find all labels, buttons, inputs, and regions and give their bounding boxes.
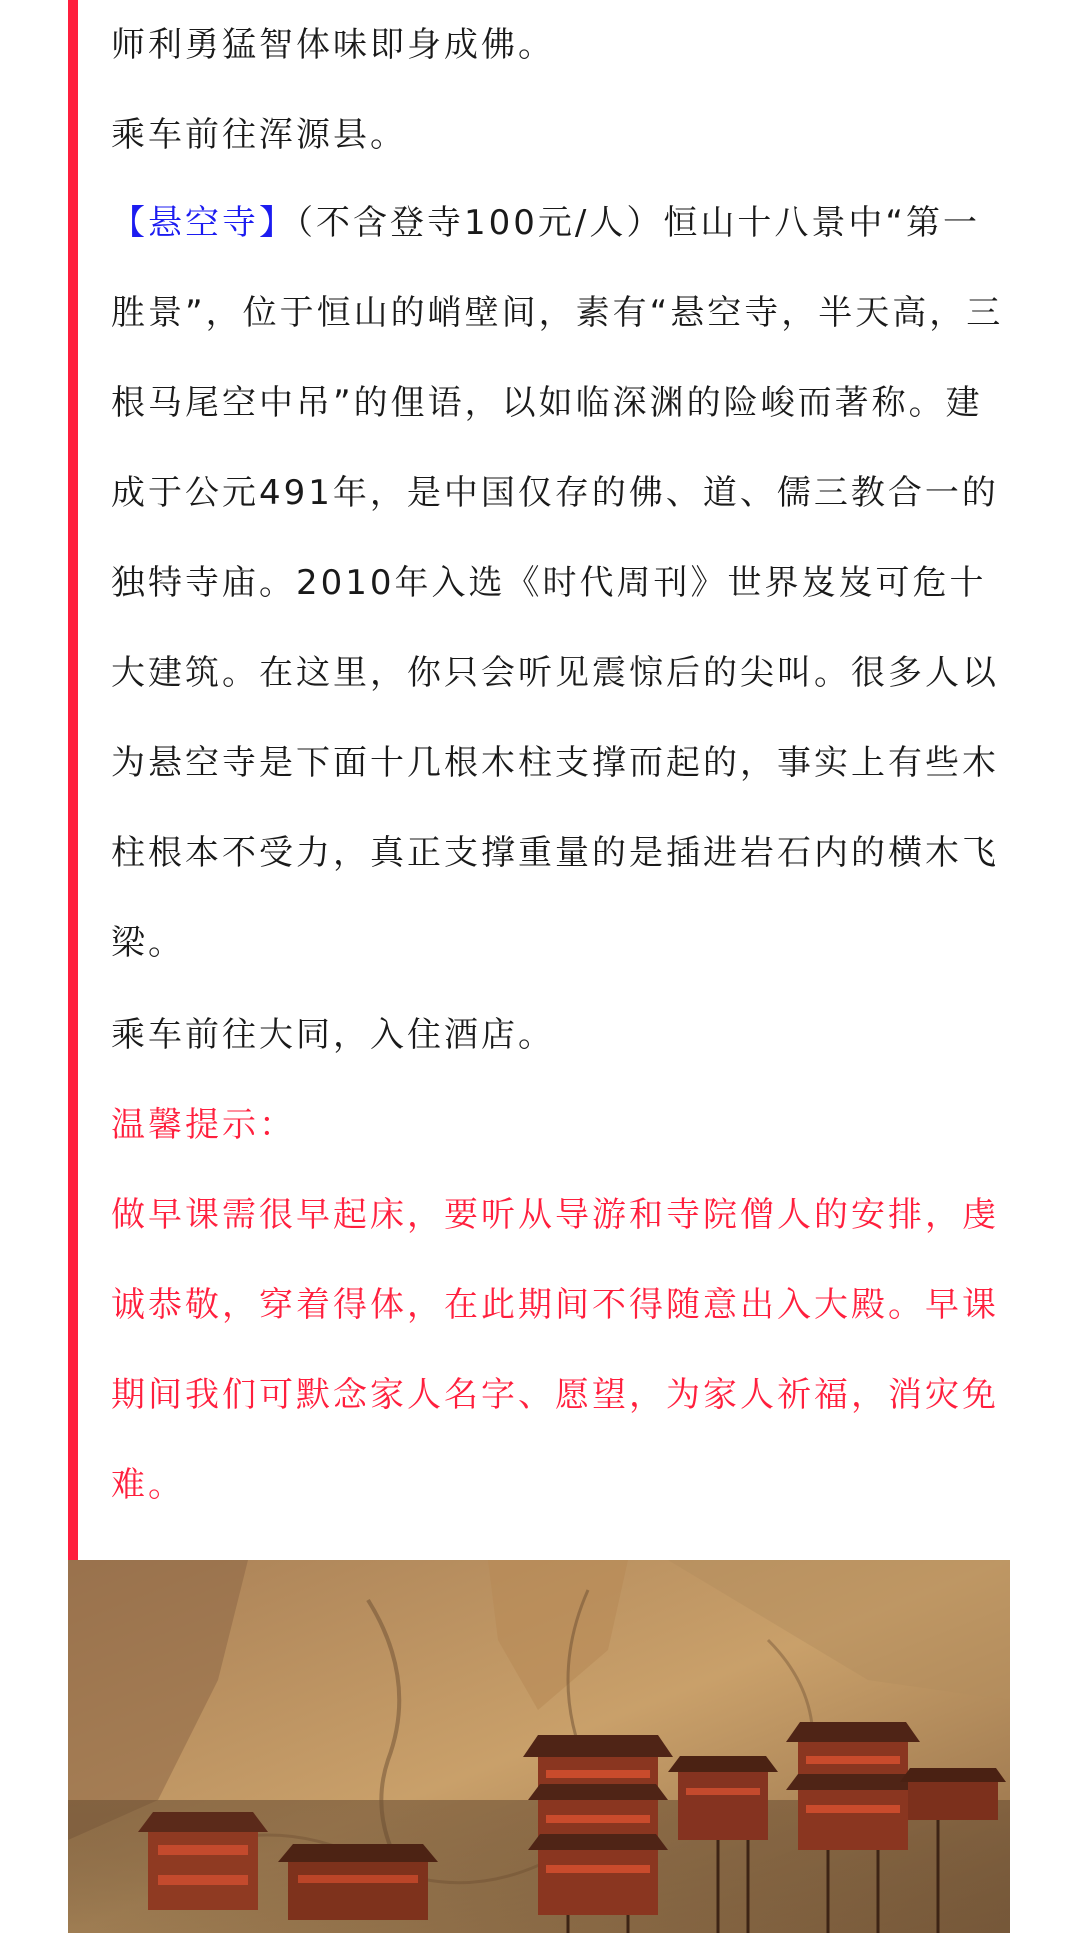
tip-body: 做早课需很早起床，要听从导游和寺院僧人的安排，虔诚恭敬，穿着得体，在此期间不得随意出入大殿。早课期间我们可默念家人名字、愿望，为家人祈福，消灾免难。 [111,1195,999,1505]
hanging-temple-description: （不含登寺100元/人）恒山十八景中“第一胜景”，位于恒山的峭壁间，素有“悬空寺，半天高，三根马尾空中吊”的俚语，以如临深渊的险峻而著称。建成于公元491年，是中国仅存的佛、道、儒三教合一的独特寺庙。2010年入选《时代周刊》世界岌岌可危十大建筑。在这里，你只会听见震惊后的尖叫。很多人以为悬空寺是下面十几根木柱支撑而起的，事实上有些木柱根本不受力，真正支撑重量的是插进岩石内的横木飞梁。 [111,203,1004,963]
paragraph-travel-hunyuan: 乘车前往浑源县。 [111,115,407,155]
paragraph-intro-end: 师利勇猛智体味即身成佛。 [111,25,555,65]
hanging-temple-photo [68,1560,1010,1933]
tip-title: 温馨提示： [111,1105,296,1145]
hanging-temple-title: 【悬空寺】 [111,203,296,243]
left-accent-bar [68,0,78,1560]
paragraph-travel-datong: 乘车前往大同，入住酒店。 [111,1015,555,1055]
cliff-temple-illustration [68,1560,1010,1933]
paragraph-hanging-temple [111,178,1011,988]
